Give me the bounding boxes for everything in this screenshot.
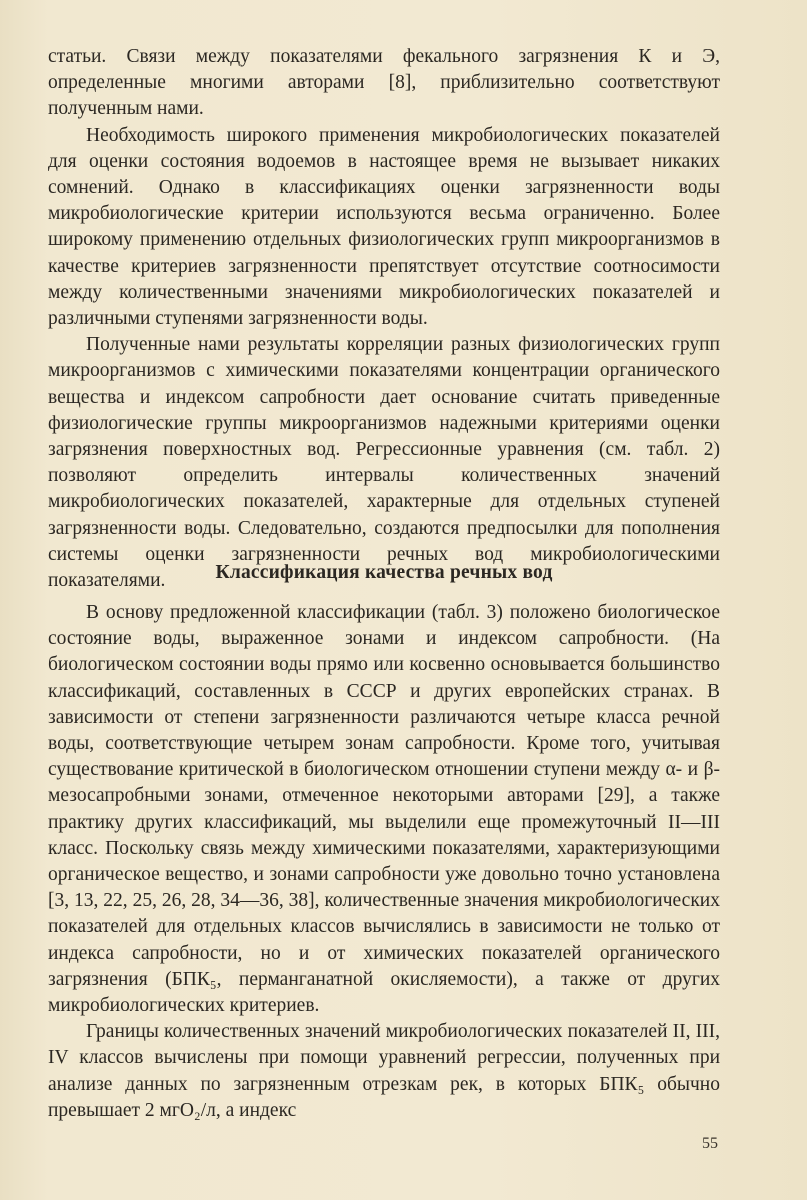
text-block-bottom <box>48 600 720 1124</box>
paragraph-continuation: статьи. Связи между показателями фекального загрязнения К и Э, определенные многими авторами [8], приблизительно соответствуют полученным нами. <box>48 46 720 120</box>
section-heading: Классификация качества речных вод <box>215 562 553 583</box>
text-block-top <box>48 44 720 594</box>
page-number: 55 <box>702 1135 718 1152</box>
paragraph-boundaries: Границы количественных значений микробиологических показателей II, III, IV классов вычислены при помощи уравнений регрессии, полученных при анализе данных по загрязненным отрезкам рек, в которых БПК₅ обычно превышает 2 мгO₂/л, а индекс <box>48 1021 720 1121</box>
paragraph-classification: В основу предложенной классификации (табл. 3) положено биологическое состояние воды, выраженное зонами и индексом сапробности. (На биологическом состоянии воды прямо или косвенно основывается большинство классификаций, составленных в СССР и других европейских странах. В зависимости от степени загрязненности различаются четыре класса речной воды, соответствующие четырем зонам сапробности. Кроме того, учитывая существование критической в биологическом отношении ступени между α- и β-мезосапробными зонами, отмеченное некоторыми авторами [29], а также практику других классификаций, мы выделили еще промежуточный II—III класс. Поскольку связь между химическими показателями, характеризующими органическое вещество, и зонами сапробности уже довольно точно установлена [3, 13, 22, 25, 26, 28, 34—36, 38], количественные значения микробиологических показателей для отдельных классов вычислялись в зависимости не только от индекса сапробности, но и от химических показателей органического загрязнения (БПК₅, перманганатной окисляемости), а также от других микробиологических критериев. <box>48 602 720 1017</box>
paragraph-necessity: Необходимость широкого применения микробиологических показателей для оценки состояния водоемов в настоящее время не вызывает никаких сомнений. Однако в классификациях оценки загрязненности воды микробиологические критерии используются весьма ограниченно. Более широкому применению отдельных физиологических групп микроорганизмов в качестве критериев загрязненности препятствует отсутствие соотносимости между количественными значениями микробиологических показателей и различными ступенями загрязненности воды. <box>48 124 720 330</box>
paragraph-results: Полученные нами результаты корреляции разных физиологических групп микроорганизмов с химическими показателями концентрации органического вещества и индексом сапробности дает основание считать приведенные физиологические группы микроорганизмов надежными критериями оценки загрязнения поверхностных вод. Регрессионные уравнения (см. табл. 2) позволяют определить интервалы количественных значений микробиологических показателей, характерные для отдельных ступеней загрязненности воды. Следовательно, создаются предпосылки для пополнения системы оценки загрязненности речных вод микробиологическими показателями. <box>48 334 720 592</box>
